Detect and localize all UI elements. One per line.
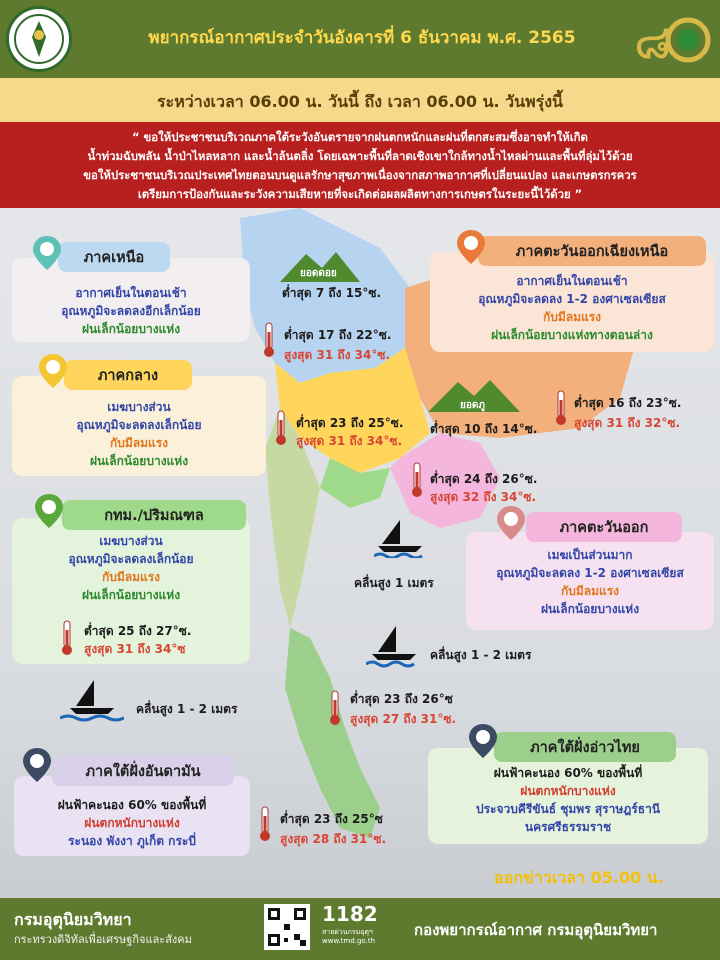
qr-code-icon[interactable] — [264, 904, 310, 950]
thermometer-icon — [60, 620, 74, 656]
north-label: ภาคเหนือ — [58, 242, 170, 272]
department-name: กรมอุตุนิยมวิทยา — [14, 910, 132, 929]
bangkok-line1: เมฆบางส่วน — [99, 534, 163, 548]
location-pin-icon — [466, 722, 500, 760]
northeast-line1: อากาศเย็นในตอนเช้า — [516, 274, 628, 288]
bangkok-line4: ฝนเล็กน้อยบางแห่ง — [81, 588, 181, 602]
northeast-line3: กับมีลมแรง — [542, 310, 602, 324]
central-line2: อุณหภูมิจะลดลงเล็กน้อย — [76, 418, 202, 432]
north-line3: ฝนเล็กน้อยบางแห่ง — [81, 322, 181, 336]
east-low-temp: ต่ำสุด 24 ถึง 26°ซ. — [430, 472, 538, 486]
north-mountain-temp: ต่ำสุด 7 ถึง 15°ซ. — [282, 286, 382, 300]
south-andaman-card — [14, 776, 250, 856]
central-line3: กับมีลมแรง — [109, 436, 169, 450]
northeast-card — [430, 252, 714, 352]
south-gulf-high-temp: สูงสุด 27 ถึง 31°ซ. — [350, 712, 457, 726]
south-andaman-low-temp: ต่ำสุด 23 ถึง 25°ซ — [280, 812, 383, 826]
south-gulf-line4: นครศรีธรรมราช — [524, 820, 612, 834]
80th-anniversary-logo — [630, 10, 714, 72]
warning-text — [20, 128, 700, 204]
location-pin-icon — [30, 234, 64, 272]
location-pin-icon — [32, 492, 66, 530]
central-line4: ฝนเล็กน้อยบางแห่ง — [89, 454, 189, 468]
south-gulf-low-temp: ต่ำสุด 23 ถึง 26°ซ — [350, 692, 453, 706]
time-range-text: ระหว่างเวลา 06.00 น. วันนี้ ถึง เวลา 06.00 น. วันพรุ่งนี้ — [157, 92, 563, 111]
north-line1: อากาศเย็นในตอนเช้า — [75, 286, 187, 300]
thermometer-icon — [258, 806, 272, 842]
northeast-high-temp: สูงสุด 31 ถึง 32°ซ. — [574, 416, 681, 430]
location-pin-icon — [36, 352, 70, 390]
bangkok-label: กทม./ปริมณฑล — [62, 500, 246, 530]
northeast-mountain-temp: ต่ำสุด 10 ถึง 14°ซ. — [430, 422, 538, 436]
page-title: พยากรณ์อากาศประจำวันอังคารที่ 6 ธันวาคม พ.ศ. 2565 — [148, 28, 576, 48]
bangkok-high-temp: สูงสุด 31 ถึง 34°ซ — [84, 642, 186, 656]
south-gulf-label: ภาคใต้ฝั่งอ่าวไทย — [494, 732, 676, 762]
south-andaman-label: ภาคใต้ฝั่งอันดามัน — [52, 756, 234, 786]
boat-icon — [60, 678, 124, 722]
thermometer-icon — [328, 690, 342, 726]
east-high-temp: สูงสุด 32 ถึง 34°ซ. — [430, 490, 537, 504]
boat-icon — [366, 624, 418, 668]
issue-time: ออกข่าวเวลา 05.00 น. — [494, 868, 664, 887]
bangkok-line2: อุณหภูมิจะลดลงเล็กน้อย — [68, 552, 194, 566]
wave-lower-gulf: คลื่นสูง 1 - 2 เมตร — [430, 648, 532, 662]
northeast-line2: อุณหภูมิจะลดลง 1-2 องศาเซลเซียส — [478, 292, 666, 306]
south-andaman-high-temp: สูงสุด 28 ถึง 31°ซ. — [280, 832, 387, 846]
south-gulf-card — [428, 748, 708, 844]
hotline-caption: สายด่วนกรมอุตุฯ www.tmd.go.th — [322, 928, 375, 945]
svg-text:๘: ๘ — [634, 14, 672, 70]
thermometer-icon — [410, 462, 424, 498]
south-andaman-line3: ระนอง พังงา ภูเก็ต กระบี่ — [68, 834, 196, 848]
north-high-temp: สูงสุด 31 ถึง 34°ซ. — [284, 348, 391, 362]
location-pin-icon — [454, 228, 488, 266]
location-pin-icon — [494, 504, 528, 542]
northeast-low-temp: ต่ำสุด 16 ถึง 23°ซ. — [574, 396, 682, 410]
east-line3: กับมีลมแรง — [560, 584, 620, 598]
wave-upper-gulf: คลื่นสูง 1 เมตร — [354, 576, 434, 590]
tmd-seal-logo — [6, 6, 72, 72]
warning-line: เตรียมการป้องกันและระวังความเสียหายที่จะเกิดต่อผลผลิตทางการเกษตรในระยะนี้ไว้ด้วย ” — [137, 187, 583, 201]
northeast-mountain-label: ยอดภู — [460, 400, 485, 411]
south-gulf-line2: ฝนตกหนักบางแห่ง — [520, 784, 616, 798]
division-name: กองพยากรณ์อากาศ กรมอุตุนิยมวิทยา — [414, 921, 658, 939]
northeast-line4: ฝนเล็กน้อยบางแห่งทางตอนล่าง — [491, 328, 653, 342]
warning-line: “ ขอให้ประชาชนบริเวณภาคใต้ระวังอันตรายจากฝนตกหนักและฝนที่ตกสะสมซึ่งอาจทำให้เกิด — [132, 130, 588, 144]
east-card — [466, 532, 714, 630]
north-low-temp: ต่ำสุด 17 ถึง 22°ซ. — [284, 328, 392, 342]
central-low-temp: ต่ำสุด 23 ถึง 25°ซ. — [296, 416, 404, 430]
south-andaman-line1: ฝนฟ้าคะนอง 60% ของพื้นที่ — [57, 798, 207, 812]
thermometer-icon — [554, 390, 568, 426]
boat-icon — [374, 518, 426, 558]
south-gulf-line1: ฝนฟ้าคะนอง 60% ของพื้นที่ — [493, 766, 643, 780]
warning-line: ขอให้ประชาชนบริเวณประเทศไทยตอนบนดูแลรักษาสุขภาพเนื่องจากสภาพอากาศที่เปลี่ยนแปลง และเกษตรกรควร — [83, 168, 637, 182]
south-gulf-line3: ประจวบคีรีขันธ์ ชุมพร สุราษฎร์ธานี — [475, 802, 661, 816]
warning-line: น้ำท่วมฉับพลัน น้ำป่าไหลหลาก และน้ำล้นตลิ่ง โดยเฉพาะพื้นที่ลาดเชิงเขาใกล้ทางน้ำไหลผ่านและพื้นที่ลุ่มไว้ด้วย — [87, 149, 633, 163]
central-card — [12, 376, 266, 476]
thermometer-icon — [262, 322, 276, 358]
east-line1: เมฆเป็นส่วนมาก — [547, 548, 633, 562]
wave-andaman: คลื่นสูง 1 - 2 เมตร — [136, 702, 238, 716]
hotline-number: 1182 — [322, 902, 378, 926]
northeast-label: ภาคตะวันออกเฉียงเหนือ — [478, 236, 706, 266]
ministry-name: กระทรวงดิจิทัลเพื่อเศรษฐกิจและสังคม — [14, 933, 192, 946]
bangkok-line3: กับมีลมแรง — [101, 570, 161, 584]
central-high-temp: สูงสุด 31 ถึง 34°ซ. — [296, 434, 403, 448]
location-pin-icon — [20, 746, 54, 784]
north-line2: อุณหภูมิจะลดลงอีกเล็กน้อย — [61, 304, 201, 318]
east-line2: อุณหภูมิจะลดลง 1-2 องศาเซลเซียส — [496, 566, 684, 580]
north-mountain-label: ยอดดอย — [300, 268, 337, 279]
central-line1: เมฆบางส่วน — [107, 400, 171, 414]
central-label: ภาคกลาง — [64, 360, 192, 390]
south-andaman-line2: ฝนตกหนักบางแห่ง — [84, 816, 180, 830]
east-label: ภาคตะวันออก — [526, 512, 682, 542]
bangkok-low-temp: ต่ำสุด 25 ถึง 27°ซ. — [84, 624, 192, 638]
east-line4: ฝนเล็กน้อยบางแห่ง — [540, 602, 640, 616]
thermometer-icon — [274, 410, 288, 446]
